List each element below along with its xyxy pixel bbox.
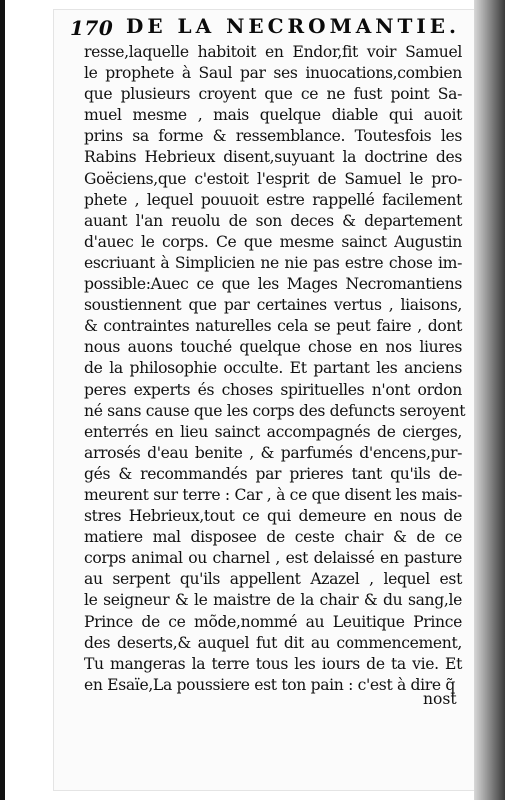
text-line: que plusieurs croyent que ce ne fust point Sa- [84, 85, 462, 104]
catchword: nost [423, 690, 457, 708]
text-line: Tu mangeras la terre tous les iours de ta vie. Et [84, 654, 462, 673]
text-line: au serpent qu'ils appellent Azazel , lequel est [84, 570, 462, 589]
page-number: 170 [70, 16, 114, 40]
text-line: le prophete à Saul par ses inuocations,combien [84, 64, 462, 83]
text-line: peres experts és choses spirituelles n'ont ordon [84, 380, 462, 399]
text-line: soustiennent que par certaines vertus , liaisons, [84, 296, 462, 315]
text-line: enterrés en lieu sainct accompagnés de cierges, [84, 422, 462, 441]
text-line: né sans cause que les corps des defuncts seroyent [84, 401, 466, 420]
text-line: stres Hebrieux,tout ce qui demeure en nous de [84, 507, 462, 526]
text-line: Goëciens,que c'estoit l'esprit de Samuel le pro- [84, 169, 462, 188]
text-line: corps animal ou charnel , est delaissé en pasture [84, 549, 462, 568]
text-line: auant l'an reuolu de son deces & departement [84, 211, 462, 230]
text-line: gés & recommandés par prieres tant qu'ils de- [84, 464, 462, 483]
text-line: resse,laquelle habitoit en Endor,fit voir Samuel [84, 43, 462, 61]
page-header [70, 14, 465, 44]
text-line: nous auons touché quelque chose en nos liures [84, 338, 462, 357]
text-line: de la philosophie occulte. Et partant les anciens [84, 359, 462, 378]
scan-right-shadow [474, 0, 505, 800]
text-line: possible:Auec ce que les Mages Necromantiens [84, 275, 462, 294]
text-line: phete , lequel pouuoit estre rappellé facilement [84, 190, 462, 209]
text-line: d'auec le corps. Ce que mesme sainct Augustin [84, 232, 462, 251]
text-line: le seigneur & le maistre de la chair & du sang,le [84, 591, 462, 610]
text-line: muel mesme , mais quelque diable qui auoit [84, 106, 462, 125]
text-line: meurent sur terre : Car , à ce que disent les mais- [84, 485, 462, 504]
text-line: escriuant à Simplicien ne nie pas estre chose im- [84, 253, 462, 272]
text-line: arrosés d'eau benite , & parfumés d'encens,pur- [84, 443, 462, 462]
text-line: & contraintes naturelles cela se peut faire , dont [84, 317, 462, 336]
text-line: des deserts,& auquel fut dit au commencement, [84, 633, 462, 652]
body-text [84, 42, 466, 696]
text-line: Prince de ce mõde,nommé au Leuitique Prince [84, 612, 462, 631]
text-line: Rabins Hebrieux disent,suyuant la doctrine des [84, 148, 462, 167]
text-line: matiere mal disposee de ceste chair & de ce [84, 528, 462, 547]
text-line: prins sa forme & ressemblance. Toutesfois les [84, 127, 462, 146]
running-title: DE LA NECROMANTIE. [126, 14, 460, 38]
scan-left-edge [0, 0, 5, 800]
text-line: en Esaïe,La poussiere est ton pain : c'est à dire q̃ [84, 675, 456, 694]
